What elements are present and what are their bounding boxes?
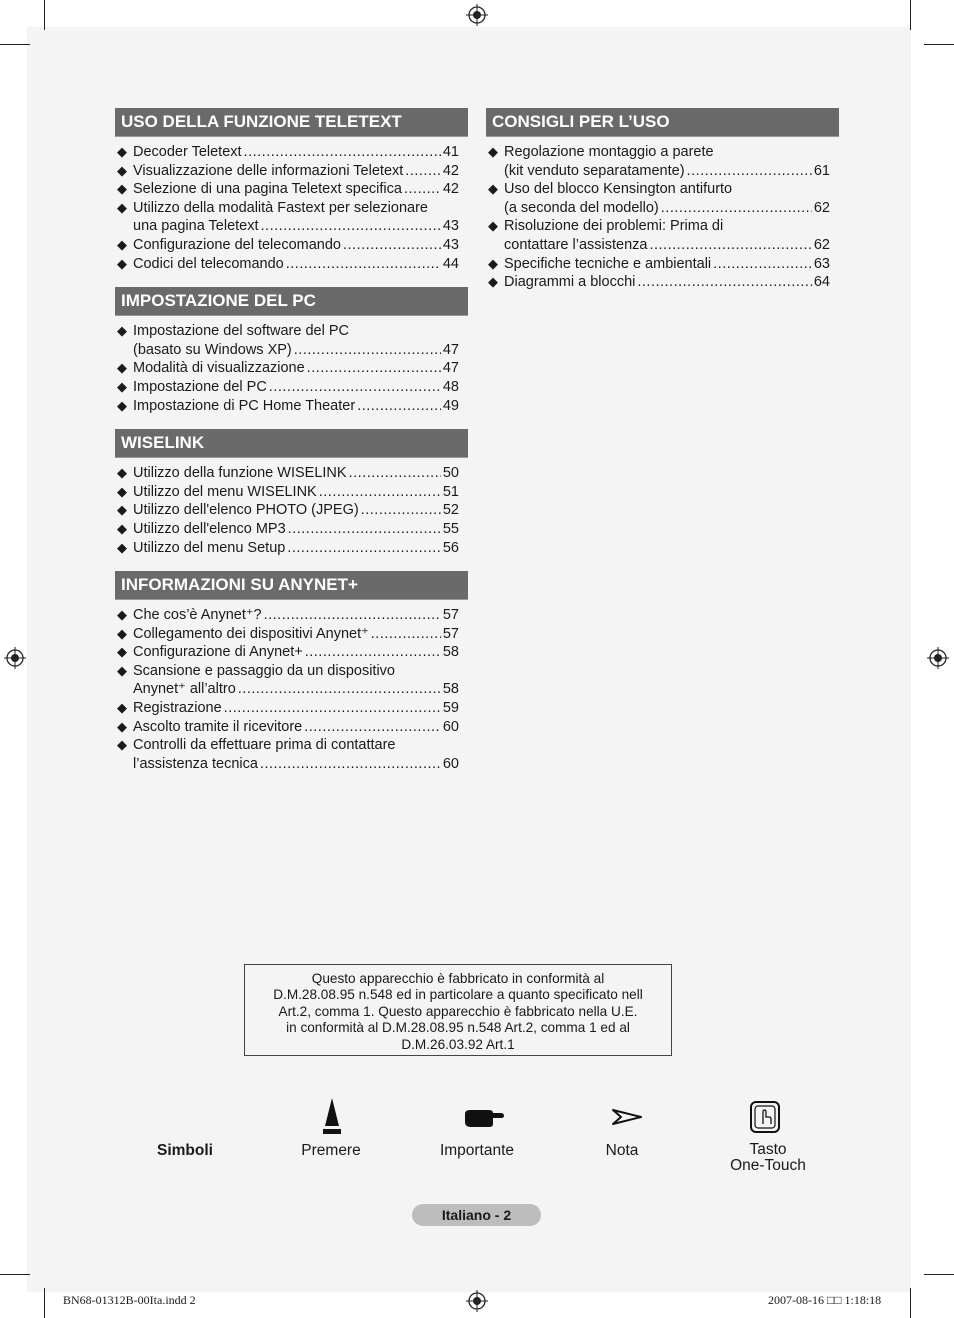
toc-entry-line: [504, 162, 830, 181]
crop-mark: [44, 0, 45, 30]
toc-entry-page: 42: [442, 181, 459, 198]
toc-entry[interactable]: [115, 699, 468, 718]
toc-entry[interactable]: [115, 464, 468, 483]
toc-entry-title: (kit venduto separatamente): [504, 162, 685, 179]
toc-entry-title: Controlli da effettuare prima di contattare: [133, 737, 396, 754]
toc-section: [115, 429, 468, 557]
toc-entry-page: 58: [442, 681, 459, 698]
bullet-diamond-icon: ◆: [488, 181, 498, 197]
bullet-diamond-icon: ◆: [488, 274, 498, 290]
important-label: Importante: [439, 1142, 515, 1159]
dot-leader: [224, 699, 441, 718]
toc-entry[interactable]: [115, 162, 468, 181]
toc-entry-page: 50: [442, 465, 459, 482]
toc-entry-line: [133, 199, 459, 218]
toc-entry-line: [504, 199, 830, 218]
section-heading: INFORMAZIONI SU ANYNET+: [115, 571, 468, 600]
toc-entry-title: Modalità di visualizzazione: [133, 360, 305, 377]
toc-entry[interactable]: [115, 520, 468, 539]
bullet-diamond-icon: ◆: [117, 625, 127, 641]
bullet-diamond-icon: ◆: [117, 360, 127, 376]
toc-entry-page: 47: [442, 341, 459, 358]
dot-leader: [361, 501, 441, 520]
dot-leader: [294, 341, 441, 360]
bullet-diamond-icon: ◆: [488, 218, 498, 234]
dot-leader: [304, 718, 441, 737]
toc-entry[interactable]: [115, 397, 468, 416]
dot-leader: [286, 255, 441, 274]
toc-entry-line: [504, 143, 830, 162]
registration-mark-icon: [466, 1290, 488, 1312]
bullet-diamond-icon: ◆: [117, 718, 127, 734]
toc-entry-page: 59: [442, 700, 459, 717]
dot-leader: [261, 217, 441, 236]
toc-entry[interactable]: [115, 255, 468, 274]
toc-entry[interactable]: [115, 501, 468, 520]
toc-entry-line: [133, 322, 459, 341]
toc-entry-page: 43: [442, 236, 459, 253]
toc-entry-line: [133, 217, 459, 236]
crop-mark: [924, 44, 954, 45]
toc-entry-line: [504, 236, 830, 255]
toc-entry-page: 42: [442, 162, 459, 179]
bullet-diamond-icon: ◆: [488, 144, 498, 159]
toc-section: [115, 108, 468, 273]
toc-entry-title: Utilizzo dell'elenco MP3: [133, 520, 286, 537]
dot-leader: [307, 359, 441, 378]
toc-entry-page: 60: [442, 755, 459, 772]
toc-entry-title: Risoluzione dei problemi: Prima di: [504, 218, 724, 235]
bullet-diamond-icon: ◆: [117, 181, 127, 197]
one-touch-label-line1: Tasto: [749, 1141, 787, 1158]
toc-entry[interactable]: [115, 643, 468, 662]
conformity-notice: [244, 964, 672, 1056]
notice-line: D.M.28.08.95 n.548 ed in particolare a quanto specificato nell: [273, 987, 643, 1003]
toc-entry-page: 49: [442, 397, 459, 414]
toc-entry-line: [133, 483, 459, 502]
one-touch-label: [708, 1142, 828, 1174]
toc-entry-line: [133, 378, 459, 397]
toc-entry-title: Utilizzo del menu Setup: [133, 539, 286, 556]
toc-entry-line: [133, 539, 459, 558]
note-label: Nota: [605, 1142, 639, 1159]
toc-entry-line: [133, 255, 459, 274]
toc-entry-line: [133, 341, 459, 360]
one-touch-button-icon: [749, 1100, 781, 1134]
dot-leader: [713, 255, 812, 274]
toc-entry[interactable]: [115, 322, 468, 359]
toc-entry-title: Collegamento dei dispositivi Anynet⁺: [133, 625, 369, 642]
toc-left-column: [115, 108, 468, 787]
dot-leader: [637, 273, 812, 292]
note-arrow-icon: [611, 1108, 643, 1126]
bullet-diamond-icon: ◆: [117, 144, 127, 159]
toc-entry-line: [133, 662, 459, 681]
toc-entry-line: [504, 273, 830, 292]
dot-leader: [357, 397, 441, 416]
toc-entry-line: [133, 464, 459, 483]
toc-entry[interactable]: [115, 736, 468, 773]
notice-line: Questo apparecchio è fabbricato in conformità al: [311, 971, 605, 986]
toc-entry[interactable]: [486, 255, 839, 274]
toc-entry-line: [133, 755, 459, 774]
section-heading: CONSIGLI PER L’USO: [486, 108, 839, 137]
toc-entry-line: [504, 217, 830, 236]
toc-entry[interactable]: [486, 273, 839, 292]
toc-entry-title: Specifiche tecniche e ambientali: [504, 255, 712, 272]
toc-entry-line: [133, 680, 459, 699]
dot-leader: [244, 143, 441, 162]
dot-leader: [661, 199, 812, 218]
bullet-diamond-icon: ◆: [117, 199, 127, 215]
press-icon: [321, 1096, 343, 1138]
crop-mark: [0, 1274, 30, 1275]
toc-entry-title: Uso del blocco Kensington antifurto: [504, 181, 733, 198]
pointing-hand-icon: [463, 1106, 505, 1130]
bullet-diamond-icon: ◆: [117, 662, 127, 678]
toc-entry-line: [133, 643, 459, 662]
bullet-diamond-icon: ◆: [117, 255, 127, 271]
dot-leader: [287, 539, 441, 558]
toc-entry-title: Impostazione di PC Home Theater: [133, 397, 356, 414]
dot-leader: [288, 520, 441, 539]
toc-entry-line: [133, 625, 459, 644]
toc-entry-title: Configurazione di Anynet+: [133, 644, 303, 661]
toc-entry-line: [133, 501, 459, 520]
toc-entry-line: [133, 520, 459, 539]
toc-entry[interactable]: [115, 359, 468, 378]
bullet-diamond-icon: ◆: [117, 539, 127, 555]
toc-entry-page: 57: [442, 625, 459, 642]
registration-mark-icon: [927, 647, 949, 669]
bullet-diamond-icon: ◆: [117, 323, 127, 339]
toc-entry[interactable]: [486, 217, 839, 254]
bullet-diamond-icon: ◆: [117, 502, 127, 518]
toc-entry-line: [133, 162, 459, 181]
toc-entry-title: Ascolto tramite il ricevitore: [133, 718, 303, 735]
toc-entry-title: Regolazione montaggio a parete: [504, 144, 714, 160]
footer-print-date: 2007-08-16 □□ 1:18:18: [768, 1293, 882, 1307]
toc-entry-title: Utilizzo della modalità Fastext per selezionare: [133, 199, 428, 216]
toc-section: [115, 571, 468, 773]
dot-leader: [687, 162, 812, 181]
toc-entry[interactable]: [115, 236, 468, 255]
dot-leader: [371, 625, 441, 644]
toc-entry-page: 41: [442, 144, 459, 160]
toc-entry-title: Utilizzo del menu WISELINK: [133, 483, 317, 500]
crop-mark: [924, 1274, 954, 1275]
toc-entry[interactable]: [115, 662, 468, 699]
toc-entry-line: [133, 180, 459, 199]
toc-entry[interactable]: [115, 625, 468, 644]
bullet-diamond-icon: ◆: [117, 644, 127, 660]
section-heading: USO DELLA FUNZIONE TELETEXT: [115, 108, 468, 137]
toc-entry-page: 51: [442, 483, 459, 500]
toc-entry[interactable]: [115, 483, 468, 502]
toc-entry-title: Configurazione del telecomando: [133, 236, 341, 253]
toc-entry-title: (a seconda del modello): [504, 199, 659, 216]
dot-leader: [649, 236, 811, 255]
bullet-diamond-icon: ◆: [117, 607, 127, 623]
toc-section: [486, 108, 839, 292]
notice-line: Art.2, comma 1. Questo apparecchio è fabbricato nella U.E.: [278, 1003, 638, 1019]
toc-entry-page: 47: [442, 360, 459, 377]
bullet-diamond-icon: ◆: [117, 465, 127, 481]
crop-mark: [0, 44, 30, 45]
bullet-diamond-icon: ◆: [117, 162, 127, 178]
toc-entry-title: Scansione e passaggio da un dispositivo: [133, 662, 395, 679]
toc-entry-title: Diagrammi a blocchi: [504, 274, 636, 291]
toc-entry-page: 64: [813, 274, 830, 291]
toc-entry-page: 60: [442, 718, 459, 735]
bullet-diamond-icon: ◆: [117, 737, 127, 753]
toc-entry[interactable]: [115, 539, 468, 558]
crop-mark: [910, 1288, 911, 1318]
toc-entry-page: 43: [442, 218, 459, 235]
toc-entry-title: Impostazione del PC: [133, 378, 267, 395]
toc-entry-line: [133, 143, 459, 162]
section-heading: WISELINK: [115, 429, 468, 458]
toc-entry-line: [504, 255, 830, 274]
toc-entry[interactable]: [115, 199, 468, 236]
toc-entry-line: [133, 236, 459, 255]
toc-entry[interactable]: [115, 143, 468, 162]
toc-entry[interactable]: [115, 378, 468, 397]
section-heading: IMPOSTAZIONE DEL PC: [115, 287, 468, 316]
toc-entry-page: 58: [442, 644, 459, 661]
dot-leader: [343, 236, 441, 255]
bullet-diamond-icon: ◆: [117, 700, 127, 716]
toc-entry-title: (basato su Windows XP): [133, 341, 292, 358]
dot-leader: [405, 162, 441, 181]
toc-entry-line: [504, 180, 830, 199]
toc-entry-title: Utilizzo della funzione WISELINK: [133, 465, 347, 482]
toc-entry-title: Utilizzo dell'elenco PHOTO (JPEG): [133, 502, 359, 519]
toc-entry-title: una pagina Teletext: [133, 218, 259, 235]
toc-entry-line: [133, 359, 459, 378]
toc-entry-title: Selezione di una pagina Teletext specifica: [133, 181, 402, 198]
toc-entry-title: Anynet⁺ all’altro: [133, 681, 236, 698]
toc-entry-title: Impostazione del software del PC: [133, 323, 349, 340]
notice-line: in conformità al D.M.28.08.95 n.548 Art.2, comma 1 ed al: [286, 1020, 630, 1036]
press-label: Premere: [301, 1142, 361, 1159]
toc-entry-page: 57: [442, 607, 459, 624]
toc-entry-page: 48: [442, 378, 459, 395]
dot-leader: [319, 483, 441, 502]
toc-entry[interactable]: [486, 143, 839, 180]
toc-entry-line: [133, 397, 459, 416]
toc-entry-title: Visualizzazione delle informazioni Teletext: [133, 162, 404, 179]
toc-entry-title: Codici del telecomando: [133, 255, 284, 272]
footer-file-name: BN68-01312B-00Ita.indd 2: [63, 1293, 196, 1307]
bullet-diamond-icon: ◆: [117, 397, 127, 413]
dot-leader: [264, 606, 441, 625]
registration-mark-icon: [466, 4, 488, 26]
toc-entry[interactable]: [115, 180, 468, 199]
toc-entry-page: 62: [813, 236, 830, 253]
toc-entry-page: 56: [442, 539, 459, 556]
toc-entry-page: 44: [442, 255, 459, 272]
bullet-diamond-icon: ◆: [117, 520, 127, 536]
dot-leader: [269, 378, 441, 397]
dot-leader: [238, 680, 441, 699]
toc-entry[interactable]: [115, 718, 468, 737]
toc-entry-title: Registrazione: [133, 700, 222, 717]
toc-entry-page: 62: [813, 199, 830, 216]
toc-entry-line: [133, 736, 459, 755]
toc-entry-line: [133, 699, 459, 718]
crop-mark: [44, 1288, 45, 1318]
toc-entry-page: 63: [813, 255, 830, 272]
toc-section: [115, 287, 468, 415]
toc-entry-title: l’assistenza tecnica: [133, 755, 258, 772]
bullet-diamond-icon: ◆: [117, 378, 127, 394]
one-touch-label-line2: One-Touch: [730, 1157, 806, 1174]
page-number-badge: Italiano - 2: [412, 1204, 541, 1226]
symbols-heading: Simboli: [157, 1142, 213, 1159]
toc-entry-page: 61: [813, 162, 830, 179]
toc-entry[interactable]: [486, 180, 839, 217]
toc-entry-page: 55: [442, 520, 459, 537]
toc-entry-title: Decoder Teletext: [133, 144, 242, 160]
toc-entry[interactable]: [115, 606, 468, 625]
bullet-diamond-icon: ◆: [117, 483, 127, 499]
dot-leader: [349, 464, 441, 483]
dot-leader: [404, 180, 441, 199]
crop-mark: [910, 0, 911, 30]
registration-mark-icon: [4, 647, 26, 669]
bullet-diamond-icon: ◆: [117, 236, 127, 252]
notice-line: D.M.26.03.92 Art.1: [401, 1036, 515, 1052]
dot-leader: [305, 643, 441, 662]
toc-entry-title: contattare l’assistenza: [504, 236, 648, 253]
toc-entry-line: [133, 606, 459, 625]
toc-entry-page: 52: [442, 502, 459, 519]
bullet-diamond-icon: ◆: [488, 255, 498, 271]
toc-entry-line: [133, 718, 459, 737]
toc-entry-title: Che cos’è Anynet⁺?: [133, 607, 262, 624]
dot-leader: [260, 755, 441, 774]
toc-right-column: [486, 108, 839, 306]
